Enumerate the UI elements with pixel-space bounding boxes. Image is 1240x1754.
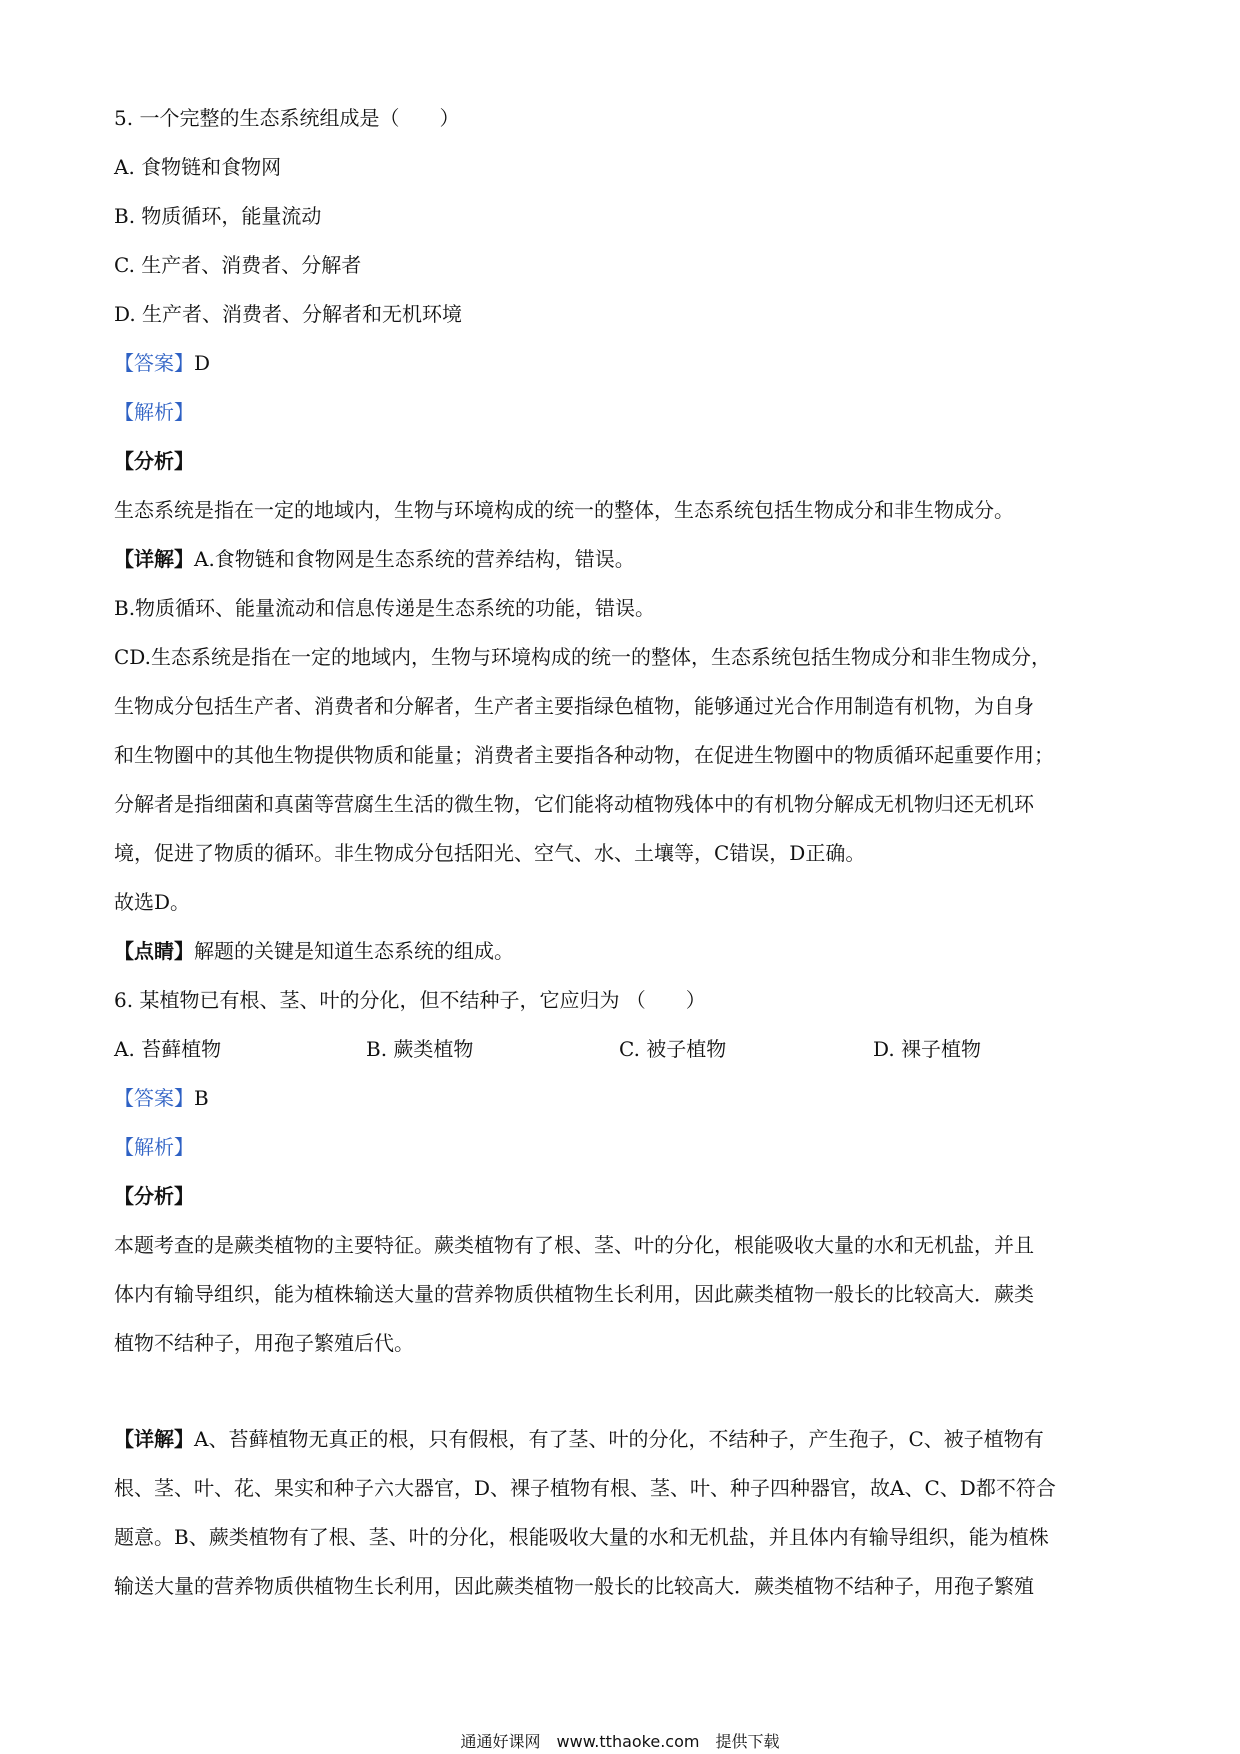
- q6-option-d: D. 裸子植物: [873, 1037, 982, 1061]
- q6-fenxi-line: 本题考查的是蕨类植物的主要特征。蕨类植物有了根、茎、叶的分化，根能吸收大量的水和无机盐，并且: [114, 1233, 1034, 1257]
- q6-fenxi-line: 体内有输导组织，能为植株输送大量的营养物质供植物生长利用，因此蕨类植物一般长的比较高大．蕨类: [114, 1282, 1034, 1306]
- q5-fenxi-label: 【分析】: [114, 449, 194, 473]
- q5-analysis-label: 【解析】: [114, 400, 194, 424]
- q6-option-a: A. 苔藓植物: [114, 1037, 222, 1061]
- q6-answer: [114, 1084, 209, 1112]
- q6-fenxi-label: 【分析】: [114, 1184, 194, 1208]
- answer-label: 【答案】: [114, 1086, 194, 1110]
- q5-detail-line: 和生物圈中的其他生物提供物质和能量；消费者主要指各种动物，在促进生物圈中的物质循环起重要作用；: [114, 743, 1054, 767]
- q5-answer: [114, 349, 210, 377]
- detail-label: 【详解】: [114, 1427, 194, 1451]
- q5-detail-line: 生物成分包括生产者、消费者和分解者，生产者主要指绿色植物，能够通过光合作用制造有机物，为自身: [114, 694, 1034, 718]
- q5-fenxi-text: 生态系统是指在一定的地域内，生物与环境构成的统一的整体，生态系统包括生物成分和非生物成分。: [114, 498, 1014, 522]
- detail-label: 【详解】: [114, 547, 194, 571]
- q6-detail-line: 根、茎、叶、花、果实和种子六大器官，D、裸子植物有根、茎、叶、种子四种器官，故A、C、D都不符合: [114, 1476, 1056, 1500]
- q5-option-c: C. 生产者、消费者、分解者: [114, 253, 362, 277]
- q5-option-d: D. 生产者、消费者、分解者和无机环境: [114, 302, 463, 326]
- q5-question: 5. 一个完整的生态系统组成是（ ）: [114, 106, 460, 130]
- q5-detail-line: CD.生态系统是指在一定的地域内，生物与环境构成的统一的整体，生态系统包括生物成分和非生物成分，: [114, 645, 1051, 669]
- q5-detail-line: [114, 545, 635, 573]
- q6-analysis-label: 【解析】: [114, 1135, 194, 1159]
- q6-detail-line: 题意。B、蕨类植物有了根、茎、叶的分化，根能吸收大量的水和无机盐，并且体内有输导组织，能为植株: [114, 1525, 1049, 1549]
- q6-detail-line: [114, 1425, 1044, 1453]
- q5-detail-line: 故选D。: [114, 890, 191, 914]
- q6-option-c: C. 被子植物: [619, 1037, 727, 1061]
- footer-watermark: 通通好课网 www.tthaoke.com 提供下载: [460, 1732, 780, 1751]
- dianjing-label: 【点睛】: [114, 939, 194, 963]
- q6-option-b: B. 蕨类植物: [366, 1037, 474, 1061]
- detail-text: A、苔藓植物无真正的根，只有假根，有了茎、叶的分化，不结种子，产生孢子，C、被子植物有: [194, 1427, 1044, 1451]
- q5-option-a: A. 食物链和食物网: [114, 155, 282, 179]
- detail-text: A.食物链和食物网是生态系统的营养结构，错误。: [194, 547, 635, 571]
- q5-detail-line: B.物质循环、能量流动和信息传递是生态系统的功能，错误。: [114, 596, 656, 620]
- dianjing-text: 解题的关键是知道生态系统的组成。: [194, 939, 514, 963]
- answer-label: 【答案】: [114, 351, 194, 375]
- answer-value: D: [194, 351, 211, 375]
- q6-question: 6. 某植物已有根、茎、叶的分化，但不结种子，它应归为 （ ）: [114, 988, 706, 1012]
- q5-detail-line: 分解者是指细菌和真菌等营腐生生活的微生物，它们能将动植物残体中的有机物分解成无机物归还无机环: [114, 792, 1034, 816]
- answer-value: B: [194, 1086, 209, 1110]
- q5-option-b: B. 物质循环，能量流动: [114, 204, 322, 228]
- q6-detail-line: 输送大量的营养物质供植物生长利用，因此蕨类植物一般长的比较高大．蕨类植物不结种子，用孢子繁殖: [114, 1574, 1034, 1598]
- q6-fenxi-line: 植物不结种子，用孢子繁殖后代。: [114, 1331, 414, 1355]
- q5-detail-line: 境，促进了物质的循环。非生物成分包括阳光、空气、水、土壤等，C错误，D正确。: [114, 841, 866, 865]
- q5-dianjing: [114, 937, 514, 965]
